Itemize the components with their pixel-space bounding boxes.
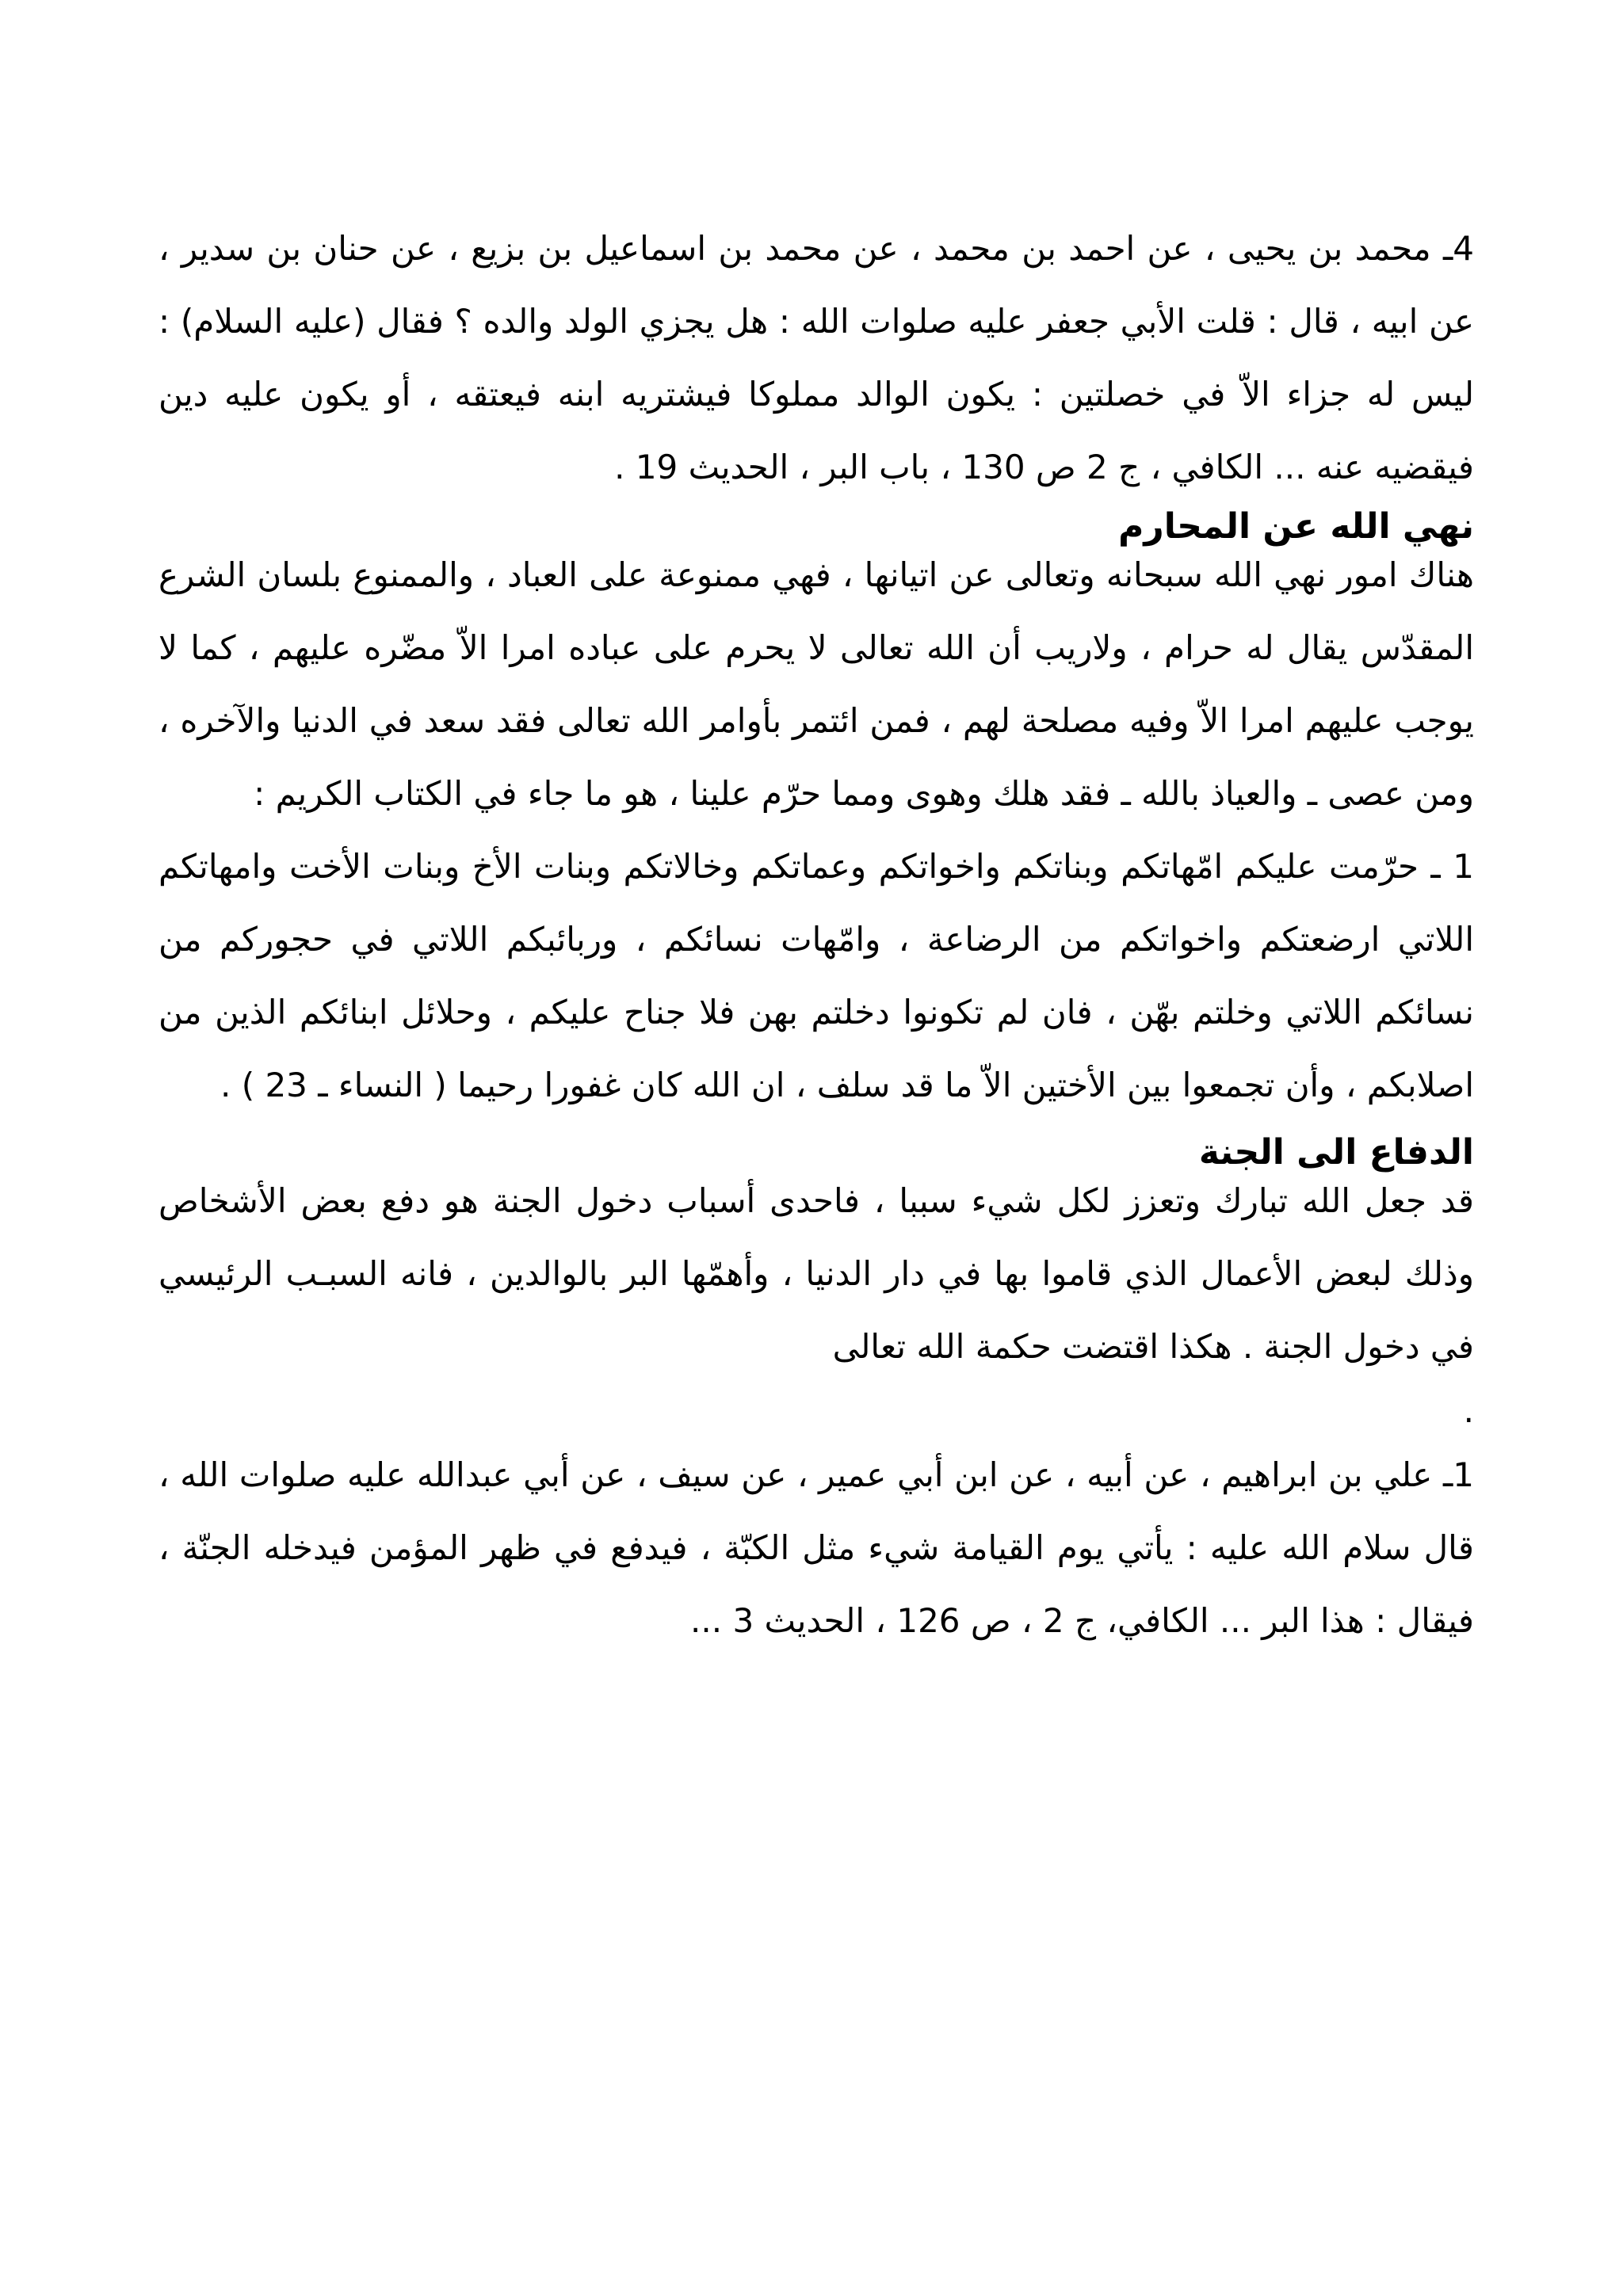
document-page xyxy=(158,212,1474,1657)
section-heading-prohibitions: نهي الله عن المحارم xyxy=(1118,506,1474,547)
section-heading-paradise: الدفاع الى الجنة xyxy=(1198,1132,1474,1173)
quran-verse-paragraph: 1 ـ حرّمت عليكم امّهاتكم وبناتكم واخواتكم وعماتكم وخالاتكم وبنات الأخ وبنات الأخت وامهاتكم اللاتي ارضعتكم واخواتكم من الرضاعة ، وامّهات نسائكم ، وربائبكم اللاتي في حجوركم من نسائكم اللاتي وخلتم بهّن ، فان لم تكونوا دخلتم بهن فلا جناح عليكم ، وحلائل ابنائكم الذين من اصلابكم ، وأن تجمعوا بين الأختين الاّ ما قد سلف ، ان الله كان غفورا رحيما ( النساء ـ 23 ) . xyxy=(158,847,1474,1104)
hadith-1-paragraph: 1ـ علي بن ابراهيم ، عن أبيه ، عن ابن أبي عمير ، عن سيف ، عن أبي عبدالله عليه صلوات الله ، قال سلام الله عليه : يأتي يوم القيامة شيء مثل الكبّة ، فيدفع في ظهر المؤمن فيدخله الجنّة ، فيقال : هذا البر ... الكافي، ج 2 ، ص 126 ، الحديث 3 ... xyxy=(158,1455,1474,1640)
paradise-intro-paragraph: قد جعل الله تبارك وتعزز لكل شيء سببا ، فاحدى أسباب دخول الجنة هو دفع بعض الأشخاص وذلك لبعض الأعمال الذي قاموا بها في دار الدنيا ، وأهمّها البر بالوالدين ، فانه السبـب الرئيسي في دخول الجنة . هكذا اقتضت حكمة الله تعالى xyxy=(158,1181,1474,1366)
hadith-4-paragraph: 4ـ محمد بن يحيى ، عن احمد بن محمد ، عن محمد بن اسماعيل بن بزيع ، عن حنان بن سدير ، عن ابيه ، قال : قلت الأبي جعفر عليه صلوات الله : هل يجزي الولد والده ؟ فقال (عليه السلام) : ليس له جزاء الاّ في خصلتين : يكون الوالد مملوكا فيشتريه ابنه فيعتقه ، أو يكون عليه دين فيقضيه عنه ... الكافي ، ج 2 ص 130 ، باب البر ، الحديث 19 . xyxy=(158,229,1474,486)
section-spacer xyxy=(158,1122,1474,1130)
prohibitions-intro-paragraph: هناك امور نهي الله سبحانه وتعالى عن اتيانها ، فهي ممنوعة على العباد ، والممنوع بلسان الشرع المقدّس يقال له حرام ، ولاريب أن الله تعالى لا يحرم على عباده امرا الاّ مضّره عليهم ، كما لا يوجب عليهم امرا الاّ وفيه مصلحة لهم ، فمن ائتمر بأوامر الله تعالى فقد سعد في الدنيا والآخره ، ومن عصى ـ والعياذ بالله ـ فقد هلك وهوى ومما حرّم علينا ، هو ما جاء في الكتاب الكريم : xyxy=(158,555,1474,813)
paragraph-trailing-dot: . xyxy=(1463,1391,1474,1430)
